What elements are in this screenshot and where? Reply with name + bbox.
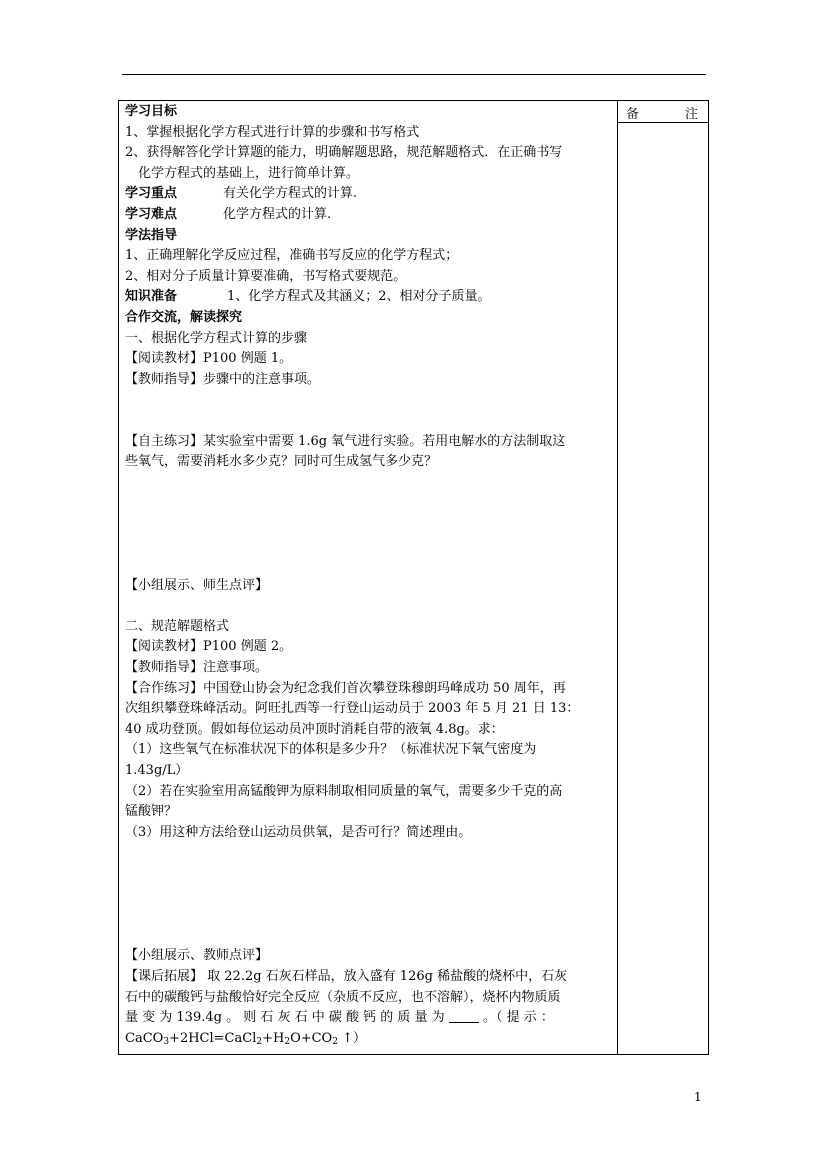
coop-practice-b: 次组织攀登珠峰活动。阿旺扎西等一行登山运动员于 2003 年 5 月 21 日 13： [125,701,580,717]
method-2: 2、相对分子质量计算要准确，书写格式要规范。 [125,268,407,284]
section-1-guide: 【教师指导】步骤中的注意事项。 [125,371,321,387]
section-2-read: 【阅读教材】P100 例题 2。 [125,639,293,655]
question-2a: （2）若在实验室用高锰酸钾为原料制取相同质量的氧气，需要多少千克的高 [125,783,563,799]
eq-part-tail: O+CO [290,1030,333,1046]
lesson-content [125,102,611,1052]
eq-sub-2c: 2 [332,1036,338,1047]
notes-header-right: 注 [685,107,699,122]
eq-part-caco: CaCO [125,1030,164,1046]
notes-header [617,100,709,123]
question-1b: 1.43g/L） [125,763,189,778]
difficulty-text: 化学方程式的计算. [223,206,332,222]
focus-text: 有关化学方程式的计算. [223,186,358,202]
knowledge-row [125,287,611,308]
group-review-1: 【小组展示、师生点评】 [125,577,269,593]
eq-sub-3: 3 [163,1036,170,1047]
goal-2a: 2、获得解答化学计算题的能力，明确解题思路，规范解题格式．在正确书写 [125,145,563,161]
knowledge-label: 知识准备 [125,289,178,305]
coop-practice-a: 【合作练习】中国登山协会为纪念我们首次攀登珠穆朗玛峰成功 50 周年，再 [125,680,566,696]
section-2-title: 二、规范解题格式 [125,618,230,634]
page-number: 1 [694,1090,702,1104]
header-rule [122,74,706,75]
question-3: （3）用这种方法给登山运动员供氧，是否可行？简述理由。 [125,824,472,840]
section-1-read: 【阅读教材】P100 例题 1。 [125,351,293,367]
extension-c-pre: 量 变 为 139.4g 。 则 石 灰 石 中 碳 酸 钙 的 质 量 为 [125,1010,445,1026]
answer-blank [449,1010,479,1023]
section-2-guide: 【教师指导】注意事项。 [125,660,269,676]
group-review-2: 【小组展示、教师点评】 [125,948,269,964]
difficulty-label: 学习难点 [125,206,178,222]
method-1: 1、正确理解化学反应过程，准确书写反应的化学方程式； [125,248,459,264]
extension-a: 【课后拓展】 取 22.2g 石灰石样品，放入盛有 126g 稀盐酸的烧杯中，石灰 [125,968,568,984]
question-1a: （1）这些氧气在标准状况下的体积是多少升？（标准状况下氧气密度为 [125,742,537,758]
goal-1: 1、掌握根据化学方程式进行计算的步骤和书写格式 [125,124,420,140]
eq-arrow: ↑） [342,1030,366,1046]
section-1-title: 一、根据化学方程式计算的步骤 [125,330,308,346]
eq-part-mid: +2HCl=CaCl [169,1030,257,1046]
column-divider [617,100,618,1055]
method-title: 学法指导 [125,227,178,243]
knowledge-text: 1、化学方程式及其涵义；2、相对分子质量。 [227,289,491,305]
notes-header-left: 备 [626,107,640,122]
coop-practice-c: 40 成功登顶。假如每位运动员冲顶时消耗自带的液氧 4.8g。求： [125,721,504,737]
chemical-equation [125,1029,611,1053]
coop-title: 合作交流，解读探究 [125,309,243,325]
self-practice-b: 些氧气，需要消耗水多少克？同时可生成氢气多少克？ [125,454,438,470]
eq-sub-2b: 2 [284,1036,291,1047]
self-practice-a: 【自主练习】某实验室中需要 1.6g 氧气进行实验。若用电解水的方法制取这 [125,433,566,449]
extension-c [125,1008,611,1029]
question-2b: 锰酸钾？ [125,804,178,820]
eq-sub-2a: 2 [256,1036,263,1047]
extension-c-post: 。（ 提 示 ： [482,1010,554,1026]
focus-row [125,184,611,205]
goal-title: 学习目标 [125,104,178,119]
focus-label: 学习重点 [125,186,178,202]
extension-b: 石中的碳酸钙与盐酸恰好完全反应（杂质不反应，也不溶解），烧杯内物质质 [125,989,561,1005]
eq-part-h: +H [262,1030,285,1046]
goal-2b: 化学方程式的基础上，进行简单计算。 [138,165,360,181]
difficulty-row [125,205,611,226]
